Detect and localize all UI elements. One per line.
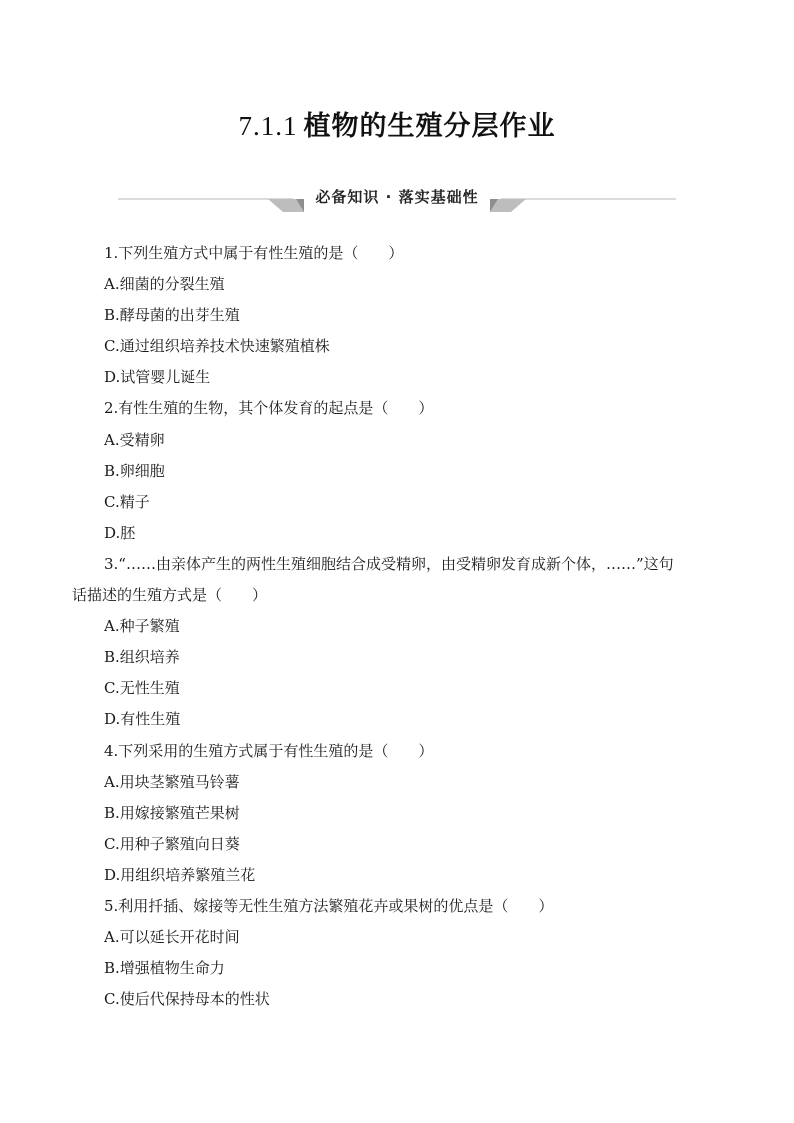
question-line: A.受精卵 <box>104 430 165 449</box>
question-line: C.精子 <box>104 492 150 511</box>
question-line: D.胚 <box>104 523 136 542</box>
question-line: C.无性生殖 <box>104 679 180 698</box>
page-title <box>0 104 794 143</box>
question-line: 4.下列采用的生殖方式属于有性生殖的是（ ） <box>104 741 434 760</box>
question-line: D.试管婴儿诞生 <box>104 368 211 387</box>
question-line: B.组织培养 <box>104 648 180 667</box>
section-banner <box>118 182 676 216</box>
question-line: A.用块茎繁殖马铃薯 <box>104 772 240 791</box>
question-line: B.用嫁接繁殖芒果树 <box>104 803 240 822</box>
question-line: B.增强植物生命力 <box>104 959 225 978</box>
question-line: D.有性生殖 <box>104 710 181 729</box>
question-line: C.用种子繁殖向日葵 <box>104 834 240 853</box>
question-line: B.卵细胞 <box>104 461 165 480</box>
question-line: 1.下列生殖方式中属于有性生殖的是（ ） <box>104 244 404 262</box>
question-line: D.用组织培养繁殖兰花 <box>104 865 256 884</box>
section-banner-label: 必备知识 · 落实基础性 <box>315 188 479 206</box>
question-line: 2.有性生殖的生物，其个体发育的起点是（ ） <box>104 399 434 418</box>
question-line: B.酵母菌的出芽生殖 <box>104 306 240 325</box>
title-number: 7.1.1 <box>238 111 298 141</box>
question-line: A.可以延长开花时间 <box>104 928 240 947</box>
question-line: A.种子繁殖 <box>104 617 180 636</box>
question-line: 5.利用扦插、嫁接等无性生殖方法繁殖花卉或果树的优点是（ ） <box>104 896 554 915</box>
question-line: C.通过组织培养技术快速繁殖植株 <box>104 337 330 356</box>
question-list <box>72 238 722 1015</box>
question-line: 3.“……由亲体产生的两性生殖细胞结合成受精卵，由受精卵发育成新个体，……”这句 <box>104 554 674 573</box>
title-text: 植物的生殖分层作业 <box>303 111 556 142</box>
question-line-continuation: 话描述的生殖方式是（ ） <box>72 586 268 605</box>
question-line: C.使后代保持母本的性状 <box>104 990 270 1009</box>
question-line: A.细菌的分裂生殖 <box>104 275 225 294</box>
